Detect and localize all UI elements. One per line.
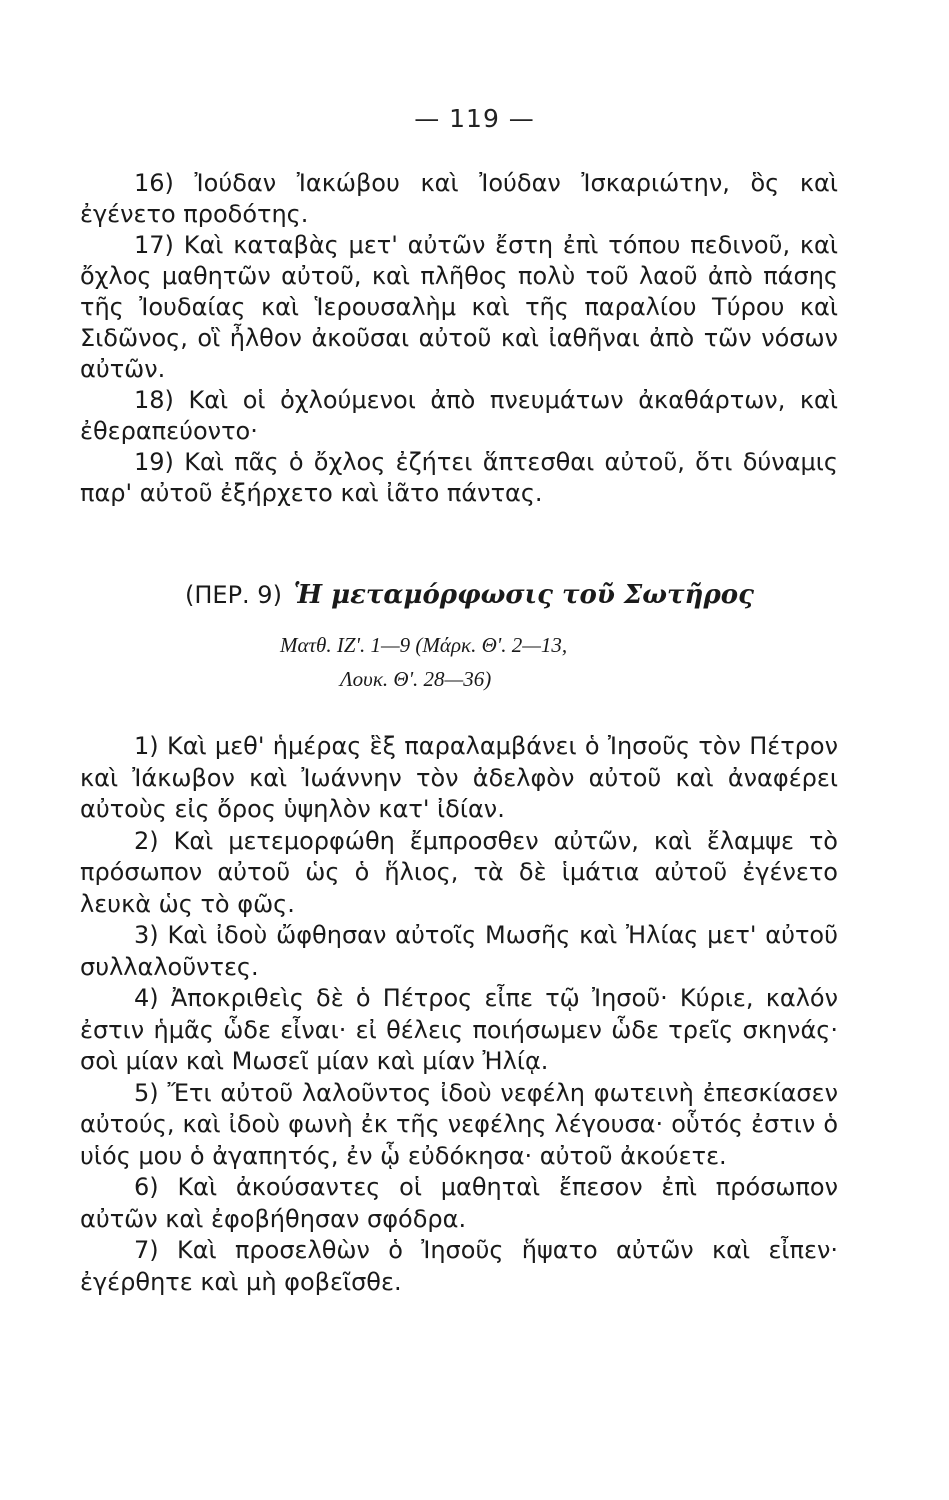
section-heading bbox=[80, 578, 838, 612]
verse-6 bbox=[80, 1172, 838, 1235]
lower-text-block bbox=[80, 731, 838, 1298]
verse-number: 16) bbox=[134, 169, 174, 197]
upper-text-block bbox=[80, 168, 838, 509]
verse-4 bbox=[80, 983, 838, 1078]
verse-number: 7) bbox=[134, 1236, 159, 1264]
verse-number: 17) bbox=[134, 231, 174, 259]
verse-number: 4) bbox=[134, 984, 159, 1012]
verse-16 bbox=[80, 168, 838, 230]
verse-18 bbox=[80, 385, 838, 447]
section-heading-block bbox=[80, 578, 838, 696]
reference-line-2: Λουκ. Θ'. 28—36) bbox=[340, 667, 492, 691]
verse-number: 1) bbox=[134, 732, 159, 760]
section-prefix: (ΠΕΡ. 9) bbox=[185, 581, 282, 609]
section-title: Ἡ μεταμόρφωσις τοῦ Σωτῆρος bbox=[293, 580, 754, 610]
verse-text: Καὶ οἱ ὀχλούμενοι ἀπὸ πνευμάτων ἀκαθάρτων, καὶ ἐθεραπεύοντο· bbox=[80, 386, 838, 445]
verse-text: Ἔτι αὐτοῦ λαλοῦντος ἰδοὺ νεφέλη φωτεινὴ ἐπεσκίασεν αὐτούς, καὶ ἰδοὺ φωνὴ ἐκ τῆς νεφέλης λέγουσα· οὗτός ἐστιν ὁ υἱός μου ὁ ἀγαπητός, ἐν ᾧ εὐδόκησα· αὐτοῦ ἀκούετε. bbox=[80, 1078, 838, 1170]
verse-number: 2) bbox=[134, 826, 159, 855]
verse-number: 3) bbox=[134, 921, 159, 949]
verse-text: Καὶ ἰδοὺ ὤφθησαν αὐτοῖς Μωσῆς καὶ Ἠλίας μετ' αὐτοῦ συλλαλοῦντες. bbox=[80, 921, 838, 981]
verse-1 bbox=[80, 731, 838, 826]
verse-text: Καὶ μεθ' ἡμέρας ἓξ παραλαμβάνει ὁ Ἰησοῦς τὸν Πέτρον καὶ Ἰάκωβον καὶ Ἰωάννην τὸν ἀδελφὸν αὐτοῦ καὶ ἀναφέρει αὐτοὺς εἰς ὄρος ὑψηλὸν κατ' ἰδίαν. bbox=[80, 732, 838, 823]
verse-3 bbox=[80, 920, 838, 983]
verse-5 bbox=[80, 1078, 838, 1173]
verse-text: Καὶ καταβὰς μετ' αὐτῶν ἔστη ἐπὶ τόπου πεδινοῦ, καὶ ὄχλος μαθητῶν αὐτοῦ, καὶ πλῆθος πολὺ τοῦ λαοῦ ἀπὸ πάσης τῆς Ἰουδαίας καὶ Ἱερουσαλὴμ καὶ τῆς παραλίου Τύρου καὶ Σιδῶνος, οἳ ἦλθον ἀκοῦσαι αὐτοῦ καὶ ἰαθῆναι ἀπὸ τῶν νόσων αὐτῶν. bbox=[80, 231, 838, 383]
verse-number: 19) bbox=[134, 448, 174, 476]
page-number: — 119 — bbox=[414, 104, 535, 133]
verse-19 bbox=[80, 447, 838, 509]
verse-text: Καὶ πᾶς ὁ ὄχλος ἐζήτει ἅπτεσθαι αὐτοῦ, ὅτι δύναμις παρ' αὐτοῦ ἐξήρχετο καὶ ἰᾶτο πάντας. bbox=[80, 448, 838, 507]
verse-number: 5) bbox=[134, 1078, 159, 1107]
verse-text: Καὶ προσελθὼν ὁ Ἰησοῦς ἥψατο αὐτῶν καὶ εἶπεν· ἐγέρθητε καὶ μὴ φοβεῖσθε. bbox=[80, 1236, 838, 1296]
verse-number: 18) bbox=[134, 386, 174, 414]
verse-text: Καὶ ἀκούσαντες οἱ μαθηταὶ ἔπεσον ἐπὶ πρόσωπον αὐτῶν καὶ ἐφοβήθησαν σφόδρα. bbox=[80, 1173, 838, 1233]
verse-text: Ἰούδαν Ἰακώβου καὶ Ἰούδαν Ἰσκαριώτην, ὃς καὶ ἐγένετο προδότης. bbox=[80, 169, 838, 228]
verse-2 bbox=[80, 826, 838, 921]
verse-7 bbox=[80, 1235, 838, 1298]
reference-line-1: Ματθ. ΙΖ'. 1—9 (Μάρκ. Θ'. 2—13, bbox=[280, 633, 568, 657]
verse-17 bbox=[80, 230, 838, 385]
verse-text: Ἀποκριθεὶς δὲ ὁ Πέτρος εἶπε τῷ Ἰησοῦ· Κύριε, καλόν ἐστιν ἡμᾶς ὧδε εἶναι· εἰ θέλεις ποιήσωμεν ὧδε τρεῖς σκηνάς· σοὶ μίαν καὶ Μωσεῖ μίαν καὶ μίαν Ἠλίᾳ. bbox=[80, 984, 838, 1075]
verse-number: 6) bbox=[134, 1173, 159, 1201]
verse-text: Καὶ μετεμορφώθη ἔμπροσθεν αὐτῶν, καὶ ἔλαμψε τὸ πρόσωπον αὐτοῦ ὡς ὁ ἥλιος, τὰ δὲ ἱμάτια αὐτοῦ ἐγένετο λευκὰ ὡς τὸ φῶς. bbox=[80, 826, 838, 918]
